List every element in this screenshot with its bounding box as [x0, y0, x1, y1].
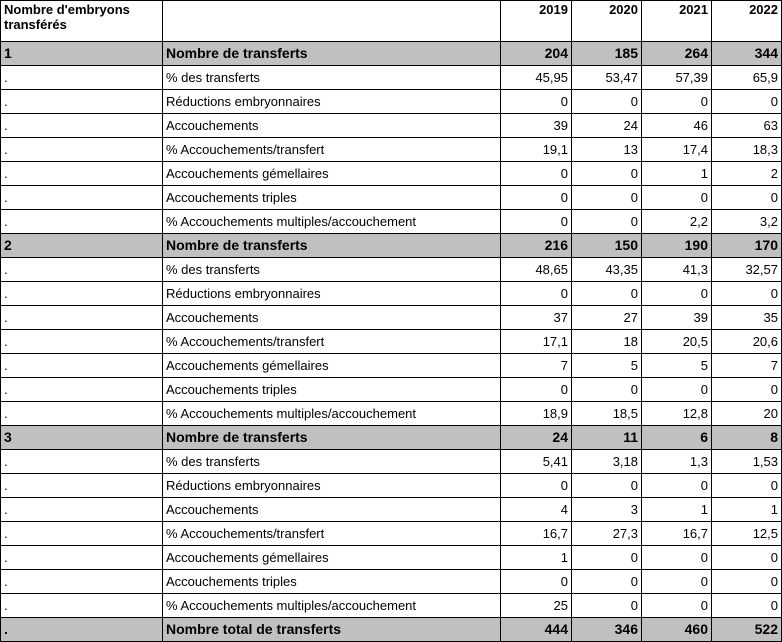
- table-row: [1, 162, 782, 186]
- value-cell-2020: 18,5: [572, 402, 642, 426]
- row-label: Accouchements triples: [163, 186, 501, 210]
- value-cell-2021: 16,7: [642, 522, 712, 546]
- value-cell-2019: 0: [501, 474, 572, 498]
- table-row: [1, 354, 782, 378]
- value-cell-2021: 39: [642, 306, 712, 330]
- value-cell-2019: 18,9: [501, 402, 572, 426]
- value-cell-2020: 27: [572, 306, 642, 330]
- group-cell: .: [1, 162, 163, 186]
- group-cell: .: [1, 498, 163, 522]
- row-label: Accouchements gémellaires: [163, 354, 501, 378]
- row-label: % Accouchements multiples/accouchement: [163, 594, 501, 618]
- row-label: Réductions embryonnaires: [163, 90, 501, 114]
- row-label: Nombre total de transferts: [163, 618, 501, 642]
- value-cell-2022: 344: [712, 42, 782, 66]
- value-cell-2019: 0: [501, 210, 572, 234]
- row-label: Réductions embryonnaires: [163, 474, 501, 498]
- value-cell-2019: 37: [501, 306, 572, 330]
- value-cell-2020: 3,18: [572, 450, 642, 474]
- value-cell-2021: 5: [642, 354, 712, 378]
- value-cell-2021: 0: [642, 186, 712, 210]
- table-row: [1, 450, 782, 474]
- header-label: Nombre d'embryons transférés: [1, 1, 163, 42]
- value-cell-2022: 170: [712, 234, 782, 258]
- row-label: Nombre de transferts: [163, 234, 501, 258]
- value-cell-2022: 65,9: [712, 66, 782, 90]
- header-year-2022: 2022: [712, 1, 782, 42]
- value-cell-2019: 0: [501, 378, 572, 402]
- row-label: Accouchements: [163, 306, 501, 330]
- value-cell-2022: 20: [712, 402, 782, 426]
- row-label: % des transferts: [163, 66, 501, 90]
- table-row: [1, 282, 782, 306]
- value-cell-2022: 8: [712, 426, 782, 450]
- value-cell-2021: 0: [642, 474, 712, 498]
- value-cell-2019: 0: [501, 570, 572, 594]
- table-row: [1, 498, 782, 522]
- value-cell-2021: 0: [642, 282, 712, 306]
- row-label: % Accouchements/transfert: [163, 522, 501, 546]
- value-cell-2022: 0: [712, 474, 782, 498]
- value-cell-2020: 0: [572, 282, 642, 306]
- value-cell-2022: 20,6: [712, 330, 782, 354]
- row-label: % Accouchements multiples/accouchement: [163, 402, 501, 426]
- row-label: Accouchements triples: [163, 378, 501, 402]
- group-cell: .: [1, 282, 163, 306]
- table-row: [1, 186, 782, 210]
- value-cell-2020: 11: [572, 426, 642, 450]
- header-year-2020: 2020: [572, 1, 642, 42]
- value-cell-2020: 0: [572, 378, 642, 402]
- value-cell-2019: 24: [501, 426, 572, 450]
- value-cell-2019: 204: [501, 42, 572, 66]
- value-cell-2019: 39: [501, 114, 572, 138]
- value-cell-2021: 0: [642, 90, 712, 114]
- row-label: Accouchements: [163, 498, 501, 522]
- value-cell-2021: 0: [642, 570, 712, 594]
- group-cell: .: [1, 402, 163, 426]
- value-cell-2019: 0: [501, 162, 572, 186]
- group-cell: .: [1, 570, 163, 594]
- table-row: [1, 402, 782, 426]
- group-cell: .: [1, 546, 163, 570]
- header-empty-cell: [163, 1, 501, 42]
- value-cell-2022: 0: [712, 594, 782, 618]
- value-cell-2019: 17,1: [501, 330, 572, 354]
- table-row-total: [1, 618, 782, 642]
- table-row: [1, 570, 782, 594]
- value-cell-2022: 0: [712, 282, 782, 306]
- value-cell-2019: 0: [501, 186, 572, 210]
- value-cell-2022: 1,53: [712, 450, 782, 474]
- value-cell-2021: 1: [642, 162, 712, 186]
- value-cell-2021: 264: [642, 42, 712, 66]
- value-cell-2020: 18: [572, 330, 642, 354]
- value-cell-2019: 25: [501, 594, 572, 618]
- value-cell-2021: 460: [642, 618, 712, 642]
- table-row: [1, 522, 782, 546]
- value-cell-2021: 20,5: [642, 330, 712, 354]
- group-cell: 3: [1, 426, 163, 450]
- value-cell-2019: 444: [501, 618, 572, 642]
- table-row: [1, 594, 782, 618]
- value-cell-2022: 32,57: [712, 258, 782, 282]
- row-label: Accouchements gémellaires: [163, 546, 501, 570]
- row-label: Nombre de transferts: [163, 426, 501, 450]
- value-cell-2019: 1: [501, 546, 572, 570]
- value-cell-2022: 63: [712, 114, 782, 138]
- value-cell-2022: 2: [712, 162, 782, 186]
- value-cell-2020: 0: [572, 90, 642, 114]
- group-cell: .: [1, 306, 163, 330]
- table-row: [1, 330, 782, 354]
- table-row-total: [1, 426, 782, 450]
- value-cell-2019: 7: [501, 354, 572, 378]
- row-label: Nombre de transferts: [163, 42, 501, 66]
- value-cell-2022: 0: [712, 186, 782, 210]
- value-cell-2020: 13: [572, 138, 642, 162]
- value-cell-2022: 18,3: [712, 138, 782, 162]
- value-cell-2021: 46: [642, 114, 712, 138]
- value-cell-2019: 45,95: [501, 66, 572, 90]
- value-cell-2022: 0: [712, 378, 782, 402]
- value-cell-2020: 0: [572, 546, 642, 570]
- value-cell-2021: 17,4: [642, 138, 712, 162]
- group-cell: .: [1, 594, 163, 618]
- table-row: [1, 306, 782, 330]
- table-row: [1, 546, 782, 570]
- value-cell-2019: 0: [501, 282, 572, 306]
- value-cell-2020: 150: [572, 234, 642, 258]
- value-cell-2020: 346: [572, 618, 642, 642]
- value-cell-2021: 0: [642, 378, 712, 402]
- value-cell-2020: 0: [572, 210, 642, 234]
- value-cell-2021: 6: [642, 426, 712, 450]
- value-cell-2020: 185: [572, 42, 642, 66]
- value-cell-2019: 48,65: [501, 258, 572, 282]
- table-row: [1, 258, 782, 282]
- value-cell-2021: 41,3: [642, 258, 712, 282]
- table-row: [1, 90, 782, 114]
- value-cell-2022: 12,5: [712, 522, 782, 546]
- row-label: Réductions embryonnaires: [163, 282, 501, 306]
- value-cell-2021: 1: [642, 498, 712, 522]
- group-cell: .: [1, 522, 163, 546]
- group-cell: .: [1, 90, 163, 114]
- row-label: Accouchements gémellaires: [163, 162, 501, 186]
- group-cell: .: [1, 186, 163, 210]
- value-cell-2021: 0: [642, 594, 712, 618]
- group-cell: .: [1, 618, 163, 642]
- value-cell-2019: 0: [501, 90, 572, 114]
- table-row: [1, 474, 782, 498]
- row-label: % des transferts: [163, 258, 501, 282]
- row-label: % Accouchements/transfert: [163, 138, 501, 162]
- row-label: Accouchements: [163, 114, 501, 138]
- value-cell-2019: 216: [501, 234, 572, 258]
- value-cell-2022: 0: [712, 546, 782, 570]
- group-cell: .: [1, 114, 163, 138]
- value-cell-2020: 0: [572, 162, 642, 186]
- value-cell-2020: 27,3: [572, 522, 642, 546]
- row-label: % Accouchements multiples/accouchement: [163, 210, 501, 234]
- group-cell: .: [1, 474, 163, 498]
- value-cell-2019: 5,41: [501, 450, 572, 474]
- value-cell-2020: 0: [572, 570, 642, 594]
- header-row: [1, 1, 782, 42]
- value-cell-2021: 2,2: [642, 210, 712, 234]
- header-year-2019: 2019: [501, 1, 572, 42]
- group-cell: .: [1, 330, 163, 354]
- value-cell-2019: 4: [501, 498, 572, 522]
- group-cell: 2: [1, 234, 163, 258]
- group-cell: .: [1, 378, 163, 402]
- value-cell-2022: 0: [712, 570, 782, 594]
- row-label: % Accouchements/transfert: [163, 330, 501, 354]
- value-cell-2020: 0: [572, 474, 642, 498]
- value-cell-2019: 19,1: [501, 138, 572, 162]
- header-year-2021: 2021: [642, 1, 712, 42]
- value-cell-2020: 0: [572, 186, 642, 210]
- value-cell-2021: 1,3: [642, 450, 712, 474]
- group-cell: 1: [1, 42, 163, 66]
- table-row: [1, 378, 782, 402]
- value-cell-2020: 53,47: [572, 66, 642, 90]
- value-cell-2020: 5: [572, 354, 642, 378]
- table-row: [1, 114, 782, 138]
- value-cell-2022: 35: [712, 306, 782, 330]
- group-cell: .: [1, 210, 163, 234]
- row-label: Accouchements triples: [163, 570, 501, 594]
- table-row-total: [1, 234, 782, 258]
- value-cell-2020: 0: [572, 594, 642, 618]
- value-cell-2022: 1: [712, 498, 782, 522]
- value-cell-2021: 57,39: [642, 66, 712, 90]
- value-cell-2020: 3: [572, 498, 642, 522]
- value-cell-2021: 190: [642, 234, 712, 258]
- value-cell-2020: 43,35: [572, 258, 642, 282]
- group-cell: .: [1, 138, 163, 162]
- table-row-total: [1, 42, 782, 66]
- value-cell-2022: 0: [712, 90, 782, 114]
- row-label: % des transferts: [163, 450, 501, 474]
- group-cell: .: [1, 66, 163, 90]
- value-cell-2022: 3,2: [712, 210, 782, 234]
- value-cell-2022: 7: [712, 354, 782, 378]
- group-cell: .: [1, 354, 163, 378]
- value-cell-2021: 12,8: [642, 402, 712, 426]
- value-cell-2020: 24: [572, 114, 642, 138]
- group-cell: .: [1, 258, 163, 282]
- value-cell-2019: 16,7: [501, 522, 572, 546]
- group-cell: .: [1, 450, 163, 474]
- table-row: [1, 138, 782, 162]
- table-row: [1, 66, 782, 90]
- value-cell-2022: 522: [712, 618, 782, 642]
- value-cell-2021: 0: [642, 546, 712, 570]
- table-row: [1, 210, 782, 234]
